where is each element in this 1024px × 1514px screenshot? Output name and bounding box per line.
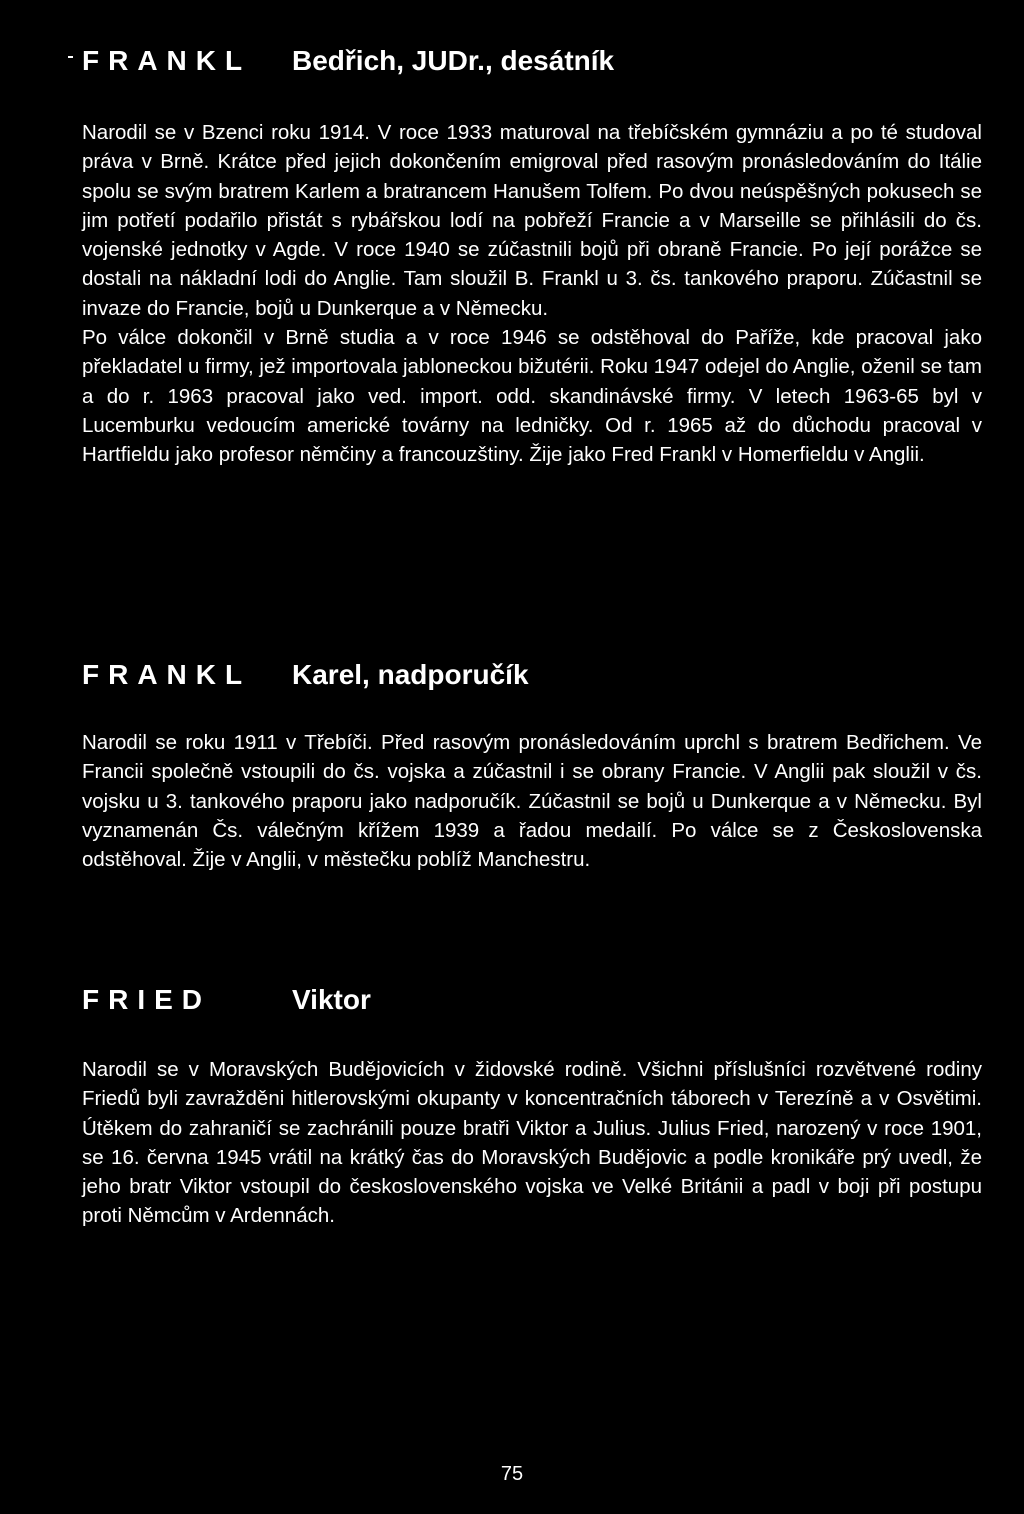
entry-paragraph: Narodil se v Moravských Budějovicích v židovské rodině. Všichni příslušníci rozvětvené rodiny Friedů byli zavražděni hitlerovskými okupanty v koncentračních táborech v Terezíně a v Osvětimi. Útěkem do zahraničí se zachránili pouze bratři Viktor a Julius. Julius Fried, narozený v roce 1901, se 16. června 1945 vrátil na krátký čas do Moravských Budějovic a podle kronikáře prý uvedl, že jeho bratr Viktor vstoupil do československého vojska ve Velké Británii a padl v boji při postupu proti Němcům v Ardennách. <box>82 1058 982 1228</box>
entry-paragraph: Narodil se v Bzenci roku 1914. V roce 1933 maturoval na třebíčském gymnáziu a po té studoval práva v Brně. Krátce před jejich dokončením emigroval před rasovým pronásledováním do Itálie spolu se svým bratrem Karlem a bratrancem Hanušem Tolfem. Po dvou neúspěšných pokusech se jim potřetí podařilo přistát s rybářskou lodí na pobřeží Francie a v Marseille se přihlásili do čs. vojenské jednotky v Agde. V roce 1940 se zúčastnili bojů při obraně Francie. Po její porážce se dostali na nákladní lodi do Anglie. Tam sloužil B. Frankl u 3. čs. tankového praporu. Zúčastnil se invaze do Francie, bojů u Dunkerque a v Německu. <box>82 121 982 320</box>
entry-surname: FRANKL <box>82 659 252 690</box>
entry-given-name: Bedřich, JUDr., desátník <box>292 45 615 76</box>
entry-frankl-karel <box>82 658 982 874</box>
bullet-mark <box>68 56 73 58</box>
page-number: 75 <box>500 1463 524 1485</box>
entry-frankl-bedrich <box>82 44 982 470</box>
entry-given-name: Viktor <box>292 984 371 1015</box>
entry-heading <box>82 983 982 1017</box>
entry-paragraph: Narodil se roku 1911 v Třebíči. Před rasovým pronásledováním uprchl s bratrem Bedřichem. Ve Francii společně vstoupili do čs. vojska a zúčastnil i se obrany Francie. V Anglii pak sloužil v čs. vojsku u 3. tankového praporu jako nadporučík. Zúčastnil se bojů u Dunkerque a v Německu. Byl vyznamenán Čs. válečným křížem 1939 a řadou medailí. Po válce se z Československa odstěhoval. Žije v Anglii, v městečku poblíž Manchestru. <box>82 731 982 872</box>
entry-body <box>82 728 982 874</box>
entry-body <box>82 1055 982 1231</box>
entry-heading <box>82 44 982 78</box>
entry-heading <box>82 658 982 692</box>
entry-surname: FRIED <box>82 984 211 1015</box>
entry-given-name: Karel, nadporučík <box>292 659 529 690</box>
entry-fried-viktor <box>82 983 982 1231</box>
entry-surname: FRANKL <box>82 45 252 76</box>
entry-body <box>82 118 982 470</box>
entry-paragraph: Po válce dokončil v Brně studia a v roce 1946 se odstěhoval do Paříže, kde pracoval jako překladatel u firmy, jež importovala jabloneckou bižutérii. Roku 1947 odejel do Anglie, oženil se tam a do r. 1963 pracoval jako ved. import. odd. skandinávské firmy. V letech 1963-65 byl v Lucemburku vedoucím americké továrny na ledničky. Od r. 1965 až do důchodu pracoval v Hartfieldu jako profesor němčiny a francouzštiny. Žije jako Fred Frankl v Homerfieldu v Anglii. <box>82 326 982 467</box>
